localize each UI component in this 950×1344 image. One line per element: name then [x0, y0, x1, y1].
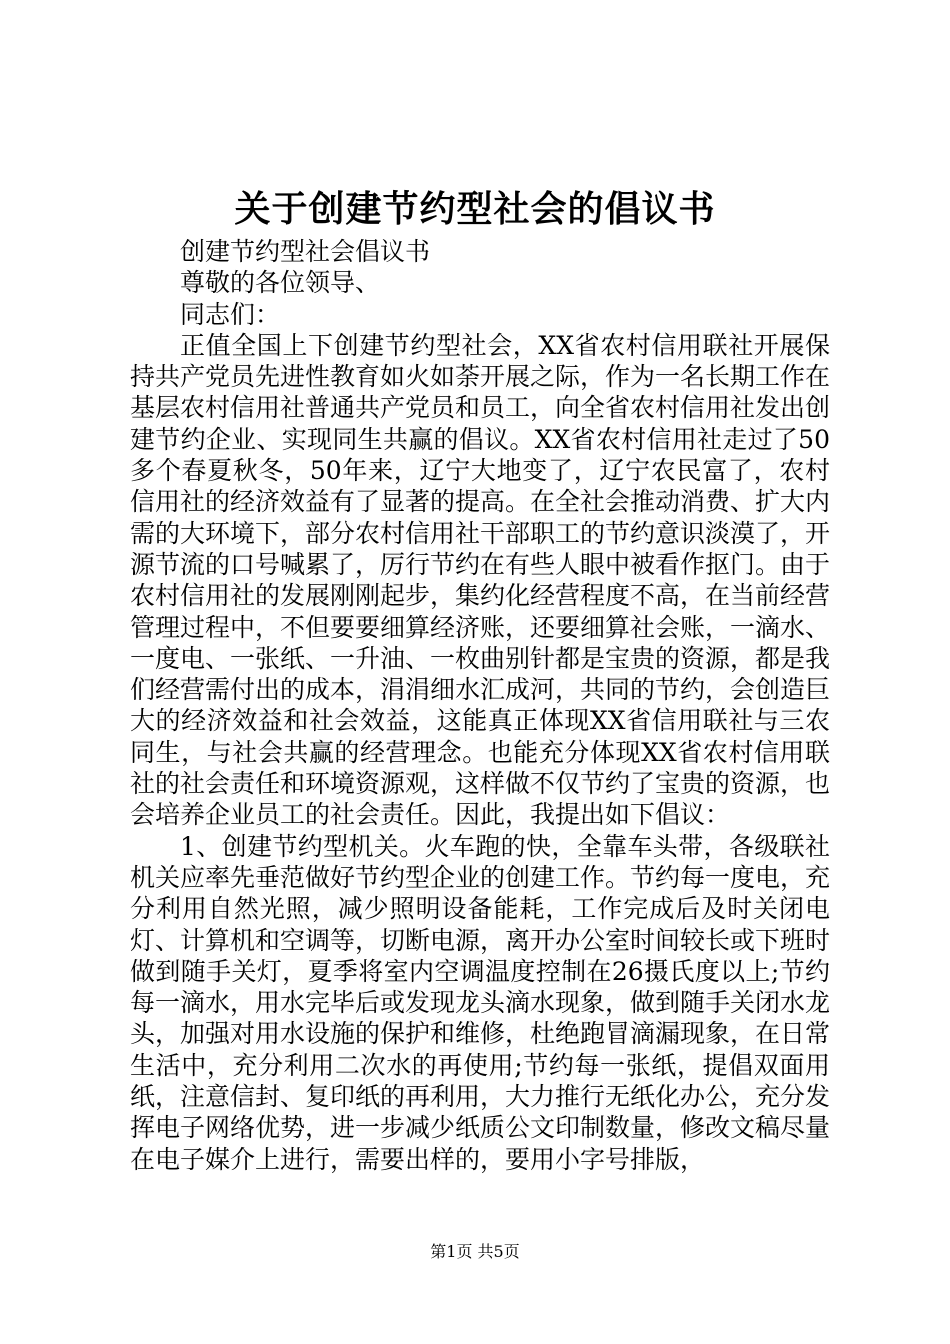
salutation-line-2: 同志们： — [180, 299, 281, 329]
subtitle-line: 创建节约型社会倡议书 — [180, 237, 431, 266]
body-paragraph-intro: 正值全国上下创建节约型社会，XX省农村信用联社开展保持共产党员先进性教育如火如荼开展之际，作为一名长期工作在基层农村信用社普通共产党员和员工，向全省农村信用社发出创建节约企业、实现同生共赢的倡议。XX省农村信用社走过了50多个春夏秋冬，50年来，辽宁大地变了，辽宁农民富了，农村信用社的经济效益有了显著的提高。在全社会推动消费、扩大内需的大环境下，部分农村信用社干部职工的节约意识淡漠了，开源节流的口号喊累了，厉行节约在有些人眼中被看作抠门。由于农村信用社的发展刚刚起步，集约化经营程度不高，在当前经营管理过程中，不但要要细算经济账，还要细算社会账，一滴水、一度电、一张纸、一升油、一枚曲别针都是宝贵的资源，都是我们经营需付出的成本，涓涓细水汇成河，共同的节约，会创造巨大的经济效益和社会效益，这能真正体现XX省信用联社与三农同生，与社会共赢的经营理念。也能充分体现XX省农村信用联社的社会责任和环境资源观，这样做不仅节约了宝贵的资源，也会培养企业员工的社会责任。因此，我提出如下倡议： — [130, 330, 831, 830]
document-title: 关于创建节约型社会的倡议书 — [234, 188, 716, 230]
page-footer: 第1页 共5页 — [430, 1242, 520, 1261]
document-body — [130, 236, 830, 1175]
body-paragraph-item-1: 1、创建节约型机关。火车跑的快，全靠车头带，各级联社机关应率先垂范做好节约型企业的创建工作。节约每一度电，充分利用自然光照，减少照明设备能耗，工作完成后及时关闭电灯、计算机和空调等，切断电源，离开办公室时间较长或下班时做到随手关灯，夏季将室内空调温度控制在26摄氏度以上;节约每一滴水，用水完毕后或发现龙头滴水现象，做到随手关闭水龙头，加强对用水设施的保护和维修，杜绝跑冒滴漏现象，在日常生活中，充分利用二次水的再使用;节约每一张纸，提倡双面用纸，注意信封、复印纸的再利用，大力推行无纸化办公，充分发挥电子网络优势，进一步减少纸质公文印制数量，修改文稿尽量在电子媒介上进行，需要出样的，要用小字号排版， — [130, 831, 831, 1174]
salutation-line: 尊敬的各位领导、 — [180, 268, 381, 298]
